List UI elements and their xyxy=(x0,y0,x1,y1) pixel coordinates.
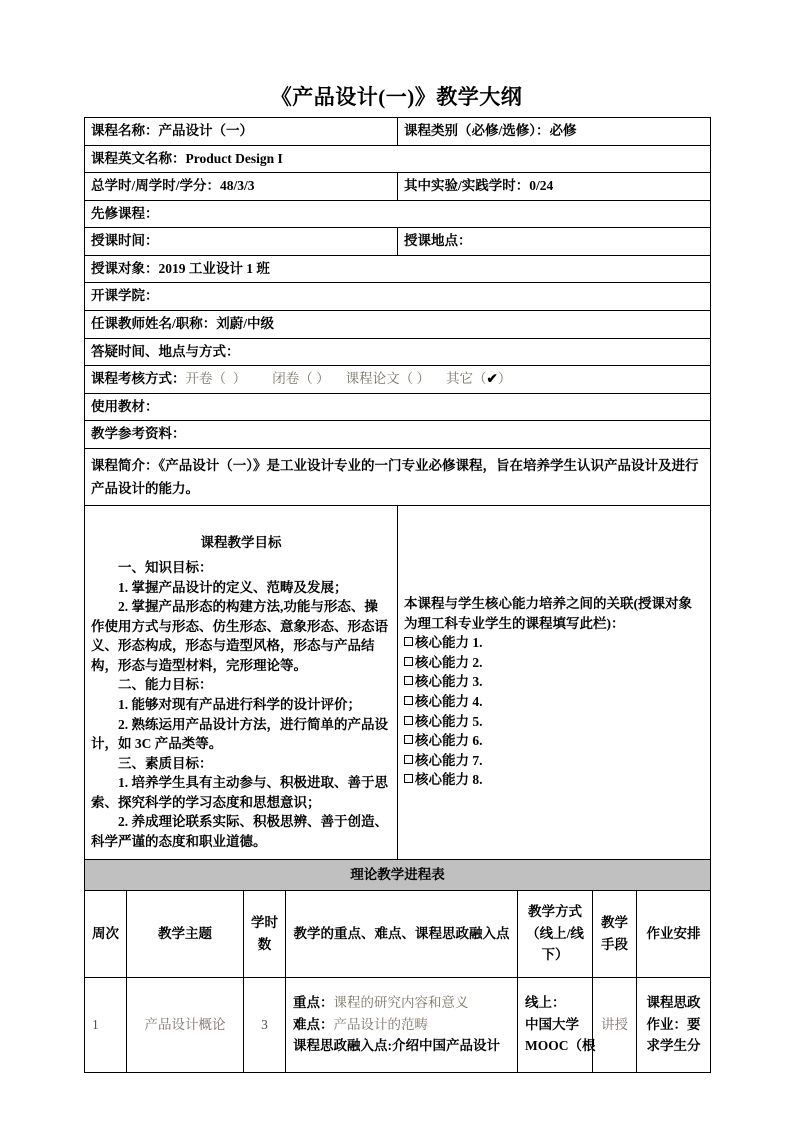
course-english-name-cell xyxy=(85,145,711,173)
class-time-label: 授课时间： xyxy=(91,233,159,249)
course-english-name-label: 课程英文名称： xyxy=(91,150,186,166)
audience-value: 2019 工业设计 1 班 xyxy=(158,260,270,276)
exam-option-other[interactable]: 其它（✔） xyxy=(446,371,512,387)
college-label: 开课学院： xyxy=(91,288,159,304)
table-row xyxy=(85,860,711,891)
competency-item[interactable] xyxy=(404,672,704,692)
course-intro-text: 课程简介：《产品设计（一）》是工业设计专业的一门专业必修课程，旨在培养学生认识产品设计及进行产品设计的能力。 xyxy=(91,457,699,497)
credit-hours-cell xyxy=(85,173,398,201)
course-info-table xyxy=(84,117,711,880)
competency-heading: 本课程与学生核心能力培养之间的关联(授课对象为理工科专业学生的课程填写此栏)： xyxy=(404,596,692,631)
cell-week: 1 xyxy=(85,977,127,1072)
practice-hours-value: 0/24 xyxy=(529,178,554,194)
column-header-key-points: 教学的重点、难点、课程思政融入点 xyxy=(286,890,518,977)
column-header-week: 周次 xyxy=(85,890,127,977)
cell-method: 线上： 中国大学 MOOC（根 xyxy=(518,977,593,1072)
class-location-label: 授课地点： xyxy=(404,233,472,249)
schedule-band-title: 理论教学进程表 xyxy=(85,860,711,891)
table-row xyxy=(85,366,711,394)
checkbox-icon[interactable] xyxy=(404,735,413,744)
table-row xyxy=(85,338,711,366)
objectives-item: 2. 熟练运用产品设计方法，进行简单的产品设计，如 3C 产品类等。 xyxy=(91,716,388,752)
table-row xyxy=(85,173,711,201)
competency-item-label: 核心能力 1. xyxy=(415,635,483,651)
course-name-label: 课程名称： xyxy=(91,123,159,138)
table-row xyxy=(85,448,711,505)
competency-item-label: 核心能力 7. xyxy=(415,752,483,768)
competency-item[interactable] xyxy=(404,692,704,712)
textbook-cell xyxy=(85,393,711,421)
competency-item[interactable] xyxy=(404,633,704,653)
course-category-cell xyxy=(398,118,711,146)
objectives-section-title: 二、能力目标： xyxy=(118,677,213,693)
class-location-cell xyxy=(398,228,711,256)
key-point-line: 难点：产品设计的范畴 xyxy=(293,1016,428,1032)
column-header-topic: 教学主题 xyxy=(127,890,244,977)
competency-item[interactable] xyxy=(404,653,704,673)
audience-label: 授课对象： xyxy=(91,260,159,276)
office-hours-label: 答疑时间、地点与方式： xyxy=(91,343,240,359)
table-row xyxy=(85,255,711,283)
table-row xyxy=(85,118,711,146)
competency-item[interactable] xyxy=(404,751,704,771)
teacher-value: 刘蔚/中级 xyxy=(216,315,275,331)
course-intro-cell xyxy=(85,448,711,505)
exam-method-label: 课程考核方式： xyxy=(91,371,186,387)
competency-cell xyxy=(398,506,711,880)
objectives-item: 1. 能够对现有产品进行科学的设计评价； xyxy=(118,697,361,712)
course-name-cell xyxy=(85,118,398,146)
reference-label: 教学参考资料： xyxy=(91,426,186,442)
class-time-cell xyxy=(85,228,398,256)
column-header-homework: 作业安排 xyxy=(637,890,711,977)
checkbox-icon[interactable] xyxy=(404,637,413,646)
competency-item-label: 核心能力 2. xyxy=(415,654,483,670)
objectives-section-title: 三、素质目标： xyxy=(118,755,213,771)
objectives-item: 2. 养成理论联系实际、积极思辨、善于创造、科学严谨的态度和职业道德。 xyxy=(91,814,388,849)
key-point-line: 重点：课程的研究内容和意义 xyxy=(293,995,469,1011)
competency-item-label: 核心能力 4. xyxy=(415,694,483,709)
competency-item[interactable] xyxy=(404,712,704,732)
competency-item-label: 核心能力 5. xyxy=(415,713,483,729)
objectives-item: 1. 掌握产品设计的定义、范畴及发展； xyxy=(118,579,348,595)
checkbox-icon[interactable] xyxy=(404,774,413,783)
checkbox-icon[interactable] xyxy=(404,676,413,685)
exam-option-paper[interactable]: 课程论文（ ） xyxy=(345,371,430,387)
practice-hours-cell xyxy=(398,173,711,201)
checkbox-icon[interactable] xyxy=(404,755,413,764)
table-header-row xyxy=(85,890,711,977)
competency-item[interactable] xyxy=(404,770,704,790)
table-row xyxy=(85,310,711,338)
practice-hours-label: 其中实验/实践学时： xyxy=(404,178,530,194)
exam-method-cell xyxy=(85,366,711,394)
prerequisite-label: 先修课程： xyxy=(91,205,159,221)
cell-topic: 产品设计概论 xyxy=(127,977,244,1072)
reference-cell xyxy=(85,421,711,449)
course-category-label: 课程类别（必修/选修）： xyxy=(404,123,550,138)
objectives-item: 1. 培养学生具有主动参与、积极进取、善于思索、探究科学的学习态度和思想意识； xyxy=(91,775,388,810)
objectives-heading: 课程教学目标 xyxy=(200,534,282,550)
course-english-name-value: Product Design I xyxy=(185,150,283,166)
credit-hours-label: 总学时/周学时/学分： xyxy=(91,178,221,194)
exam-option-closed-book[interactable]: 闭卷（ ） xyxy=(272,371,330,387)
table-row xyxy=(85,506,711,880)
course-category-value: 必修 xyxy=(549,123,577,138)
cell-homework: 课程思政 作业：要 求学生分 xyxy=(637,977,711,1072)
course-name-value: 产品设计（一） xyxy=(158,123,253,138)
column-header-hours: 学时数 xyxy=(244,890,286,977)
competency-item-label: 核心能力 6. xyxy=(415,733,483,749)
exam-option-other-mark: ✔ xyxy=(486,371,498,387)
table-row xyxy=(85,393,711,421)
teaching-schedule-table xyxy=(84,859,711,1073)
cell-hours: 3 xyxy=(244,977,286,1072)
audience-cell xyxy=(85,255,711,283)
table-row xyxy=(85,145,711,173)
objectives-cell xyxy=(85,506,398,880)
college-cell xyxy=(85,283,711,311)
office-hours-cell xyxy=(85,338,711,366)
table-row xyxy=(85,421,711,449)
column-header-method: 教学方式（线上/线下） xyxy=(518,890,593,977)
prerequisite-cell xyxy=(85,200,711,228)
checkbox-icon[interactable] xyxy=(404,696,413,705)
exam-option-open-book[interactable]: 开卷（ ） xyxy=(185,371,247,387)
table-row xyxy=(85,228,711,256)
competency-item[interactable] xyxy=(404,731,704,751)
cell-means: 讲授 xyxy=(593,977,637,1072)
table-row xyxy=(85,200,711,228)
teacher-label: 任课教师姓名/职称： xyxy=(91,315,217,331)
textbook-label: 使用教材： xyxy=(91,398,159,414)
column-header-means: 教学手段 xyxy=(593,890,637,977)
objectives-item: 2. 掌握产品形态的构建方法,功能与形态、操作使用方式与形态、仿生形态、意象形态、形态语义、形态构成，形态与造型风格，形态与产品结构，形态与造型材料，完形理论等。 xyxy=(91,599,388,673)
checkbox-icon[interactable] xyxy=(404,716,413,725)
key-point-line: 课程思政融入点:介绍中国产品设计 xyxy=(293,1038,500,1054)
table-row xyxy=(85,977,711,1072)
checkbox-icon[interactable] xyxy=(404,657,413,666)
cell-key-points xyxy=(286,977,518,1072)
credit-hours-value: 48/3/3 xyxy=(220,178,255,194)
objectives-section-title: 一、知识目标： xyxy=(118,560,213,576)
table-row xyxy=(85,283,711,311)
competency-item-label: 核心能力 8. xyxy=(415,772,483,788)
competency-item-label: 核心能力 3. xyxy=(415,674,483,690)
page-title: 《产品设计(一)》教学大纲 xyxy=(270,85,523,109)
teacher-cell xyxy=(85,310,711,338)
